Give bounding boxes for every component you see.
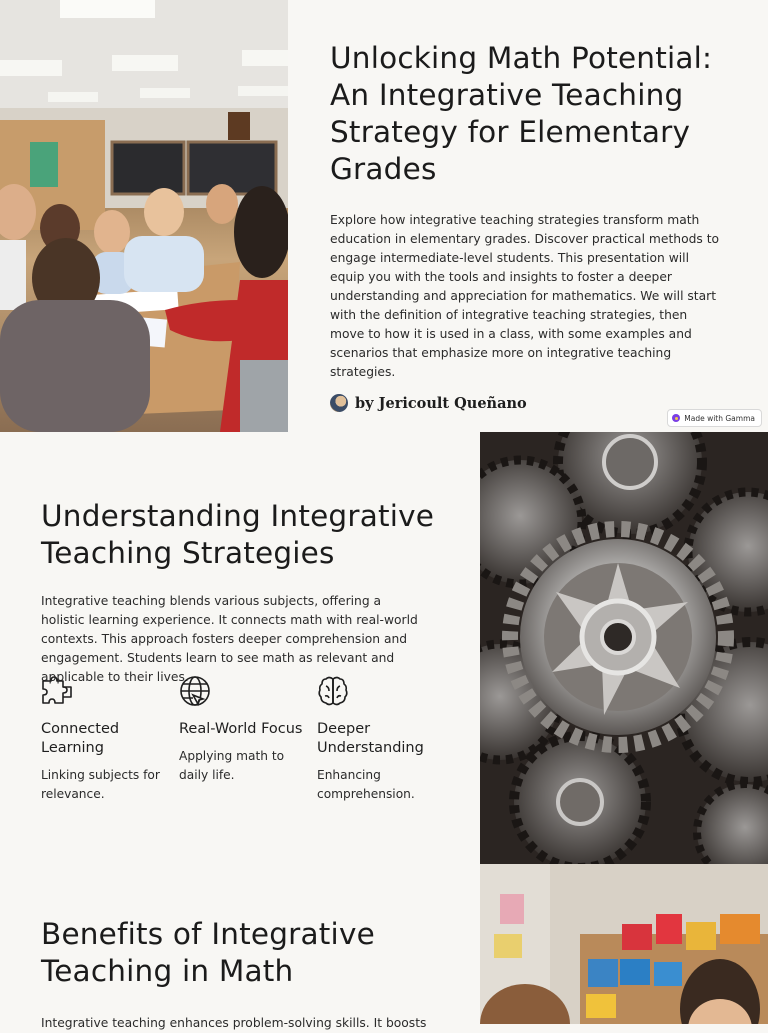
- feature-description: Linking subjects for relevance.: [41, 768, 160, 801]
- slide3-paragraph: Integrative teaching enhances problem-solving skills. It boosts: [41, 1016, 427, 1030]
- author-name: by Jericoult Queñano: [355, 394, 527, 412]
- gears-photo: [480, 432, 768, 864]
- integrative-strategies-slide: [0, 432, 768, 864]
- classroom-photo: [0, 0, 288, 432]
- slide2-paragraph: Integrative teaching blends various subjects, offering a holistic learning experience. It connects math with real-world contexts. This approach fosters deeper comprehension and engagement. Students learn to see math as relevant and applicable to their lives.: [41, 594, 418, 684]
- brain-icon: [317, 675, 349, 707]
- feature-deeper-understanding: [317, 675, 455, 804]
- kids-classroom-photo: [480, 864, 768, 1024]
- slide-intro-paragraph: Explore how integrative teaching strategies transform math education in elementary grades. Discover practical methods to engage intermediate-level students. This presentation will equip you with the tools and insights to foster a deeper understanding and appreciation for mathematics. We will start with the definition of integrative teaching strategies, then move to how it is used in a class, with some examples and scenarios that emphasize more on integrative teaching strategies.: [330, 213, 720, 379]
- feature-description: Applying math to daily life.: [179, 749, 285, 782]
- author-avatar: [330, 394, 348, 412]
- made-with-gamma-badge[interactable]: [667, 409, 762, 427]
- benefits-slide: [0, 864, 768, 1030]
- slide2-title: Understanding Integrative Teaching Strategies: [41, 499, 435, 570]
- title-slide: [0, 0, 768, 432]
- globe-icon: [179, 675, 211, 707]
- title-slide-content: [330, 40, 730, 412]
- feature-list: [41, 675, 461, 804]
- feature-description: Enhancing comprehension.: [317, 768, 415, 801]
- slide-title: Unlocking Math Potential: An Integrative Teaching Strategy for Elementary Grades: [330, 41, 713, 186]
- feature-title: Real-World Focus: [179, 721, 303, 737]
- puzzle-icon: [41, 675, 73, 707]
- badge-label: Made with Gamma: [684, 413, 755, 423]
- feature-title: Connected Learning: [41, 721, 120, 756]
- slide3-title: Benefits of Integrative Teaching in Math: [41, 917, 375, 988]
- gamma-logo-icon: [672, 414, 680, 422]
- slide2-content: [41, 498, 451, 687]
- feature-connected-learning: [41, 675, 179, 804]
- slide3-content: [41, 916, 451, 1033]
- feature-title: Deeper Understanding: [317, 721, 424, 756]
- feature-real-world-focus: [179, 675, 317, 804]
